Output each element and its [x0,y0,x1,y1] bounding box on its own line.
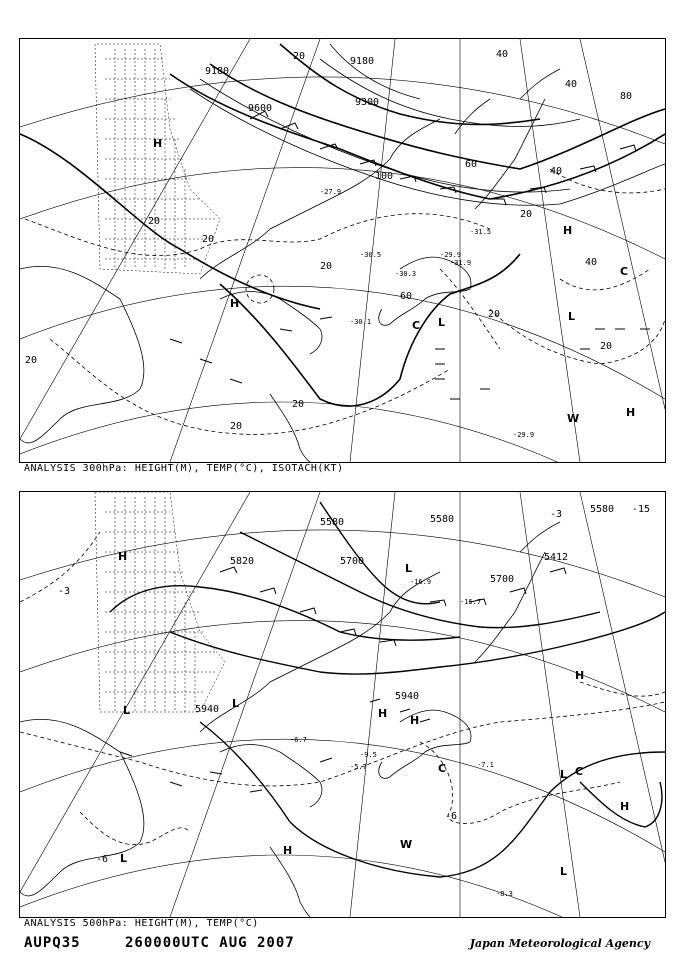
low-center: L [568,310,576,323]
height-label: 5940 [195,704,220,715]
height-label: 5700 [340,556,365,567]
station-value: -30.3 [395,270,417,278]
isotach-label: 60 [400,291,413,302]
station-value: -31.9 [450,259,472,267]
wind-barbs [120,567,566,792]
low-center: L [232,697,240,710]
height-labels-500 [195,504,614,715]
low-center: L [560,768,568,781]
warm-center: W [567,412,580,425]
latitude-lines [20,77,665,462]
height-label: 9180 [205,66,230,77]
station-value: -29.9 [513,431,535,439]
chart-id: AUPQ35 [24,935,81,951]
map-300hpa-svg [20,39,665,462]
high-center: H [230,297,240,310]
isotach-label: 40 [550,166,563,177]
low-center: L [123,704,131,717]
high-center: H [410,714,420,727]
terrain-hatch [95,492,225,712]
station-value: -30.1 [350,318,372,326]
high-center: H [626,406,636,419]
high-center: H [283,844,293,857]
map-panel-500hpa [19,491,666,918]
cold-center: C [412,319,421,332]
caption-300hpa: ANALYSIS 300hPa: HEIGHT(M), TEMP(°C), ISOTACH(KT) [24,463,344,474]
height-label: 5580 [430,514,455,525]
height-labels-300 [205,56,379,114]
jet-isotachs [190,44,665,205]
cold-center: C [438,762,447,775]
isotach-label: 20 [292,399,305,410]
station-value: -7.1 [477,761,494,769]
low-center: L [438,316,446,329]
height-label: 5820 [230,556,255,567]
temp-label: -3 [58,586,71,597]
wind-barbs [170,111,650,399]
temp-label: -15 [632,504,651,515]
isotach-label: 20 [202,234,215,245]
temp-label: -6 [96,854,109,865]
high-center: H [563,224,573,237]
high-center: H [153,137,163,150]
isotach-label: 20 [25,355,38,366]
isotach-label: 20 [230,421,243,432]
height-label: 9180 [350,56,375,67]
isotach-label: 20 [148,216,161,227]
station-value: -6.7 [290,736,307,744]
height-contours [110,502,665,877]
station-value: -5.7 [350,763,367,771]
isotach-label: 20 [600,341,613,352]
low-center: L [405,562,413,575]
height-label: 5940 [395,691,420,702]
isotach-label: 20 [293,51,306,62]
high-center: H [118,550,128,563]
warm-center: W [400,838,413,851]
cold-center: C [575,765,584,778]
isotach-label: 40 [585,257,598,268]
map-500hpa-svg [20,492,665,917]
station-value: -27.9 [320,188,342,196]
map-panel-300hpa [19,38,666,463]
station-value: -29.9 [440,251,462,259]
temp-label: -6 [445,811,458,822]
height-label: 5580 [320,517,345,528]
isotach-label: 40 [565,79,578,90]
station-value: -30.5 [360,251,382,259]
station-value: -8.3 [496,890,513,898]
agency-name: Japan Meteorological Agency [469,937,650,950]
isotach-label: 80 [620,91,633,102]
station-value: -16.7 [460,598,482,606]
low-center: L [560,865,568,878]
height-label: 9600 [248,103,273,114]
height-label: 9300 [355,97,380,108]
valid-time: 260000UTC AUG 2007 [125,935,295,951]
high-center: H [620,800,630,813]
station-value: -16.9 [410,578,432,586]
isotherm-contours [20,532,665,845]
isotach-label: 20 [520,209,533,220]
isotach-label: 100 [375,171,394,182]
isotach-label: 60 [465,159,478,170]
isotach-label: 20 [320,261,333,272]
cold-center: C [620,265,629,278]
coastlines [20,69,563,462]
longitude-lines [20,39,665,462]
height-label: 5580 [590,504,615,515]
station-value: -9.5 [360,751,377,759]
high-center: H [378,707,388,720]
station-value: -31.5 [470,228,492,236]
high-center: H [575,669,585,682]
isotach-label: 40 [496,49,509,60]
height-label: 5700 [490,574,515,585]
temp-label: -3 [550,509,563,520]
caption-500hpa: ANALYSIS 500hPa: HEIGHT(M), TEMP(°C) [24,918,259,929]
low-center: L [120,852,128,865]
isotach-label: 20 [488,309,501,320]
height-label: 5412 [544,552,569,563]
